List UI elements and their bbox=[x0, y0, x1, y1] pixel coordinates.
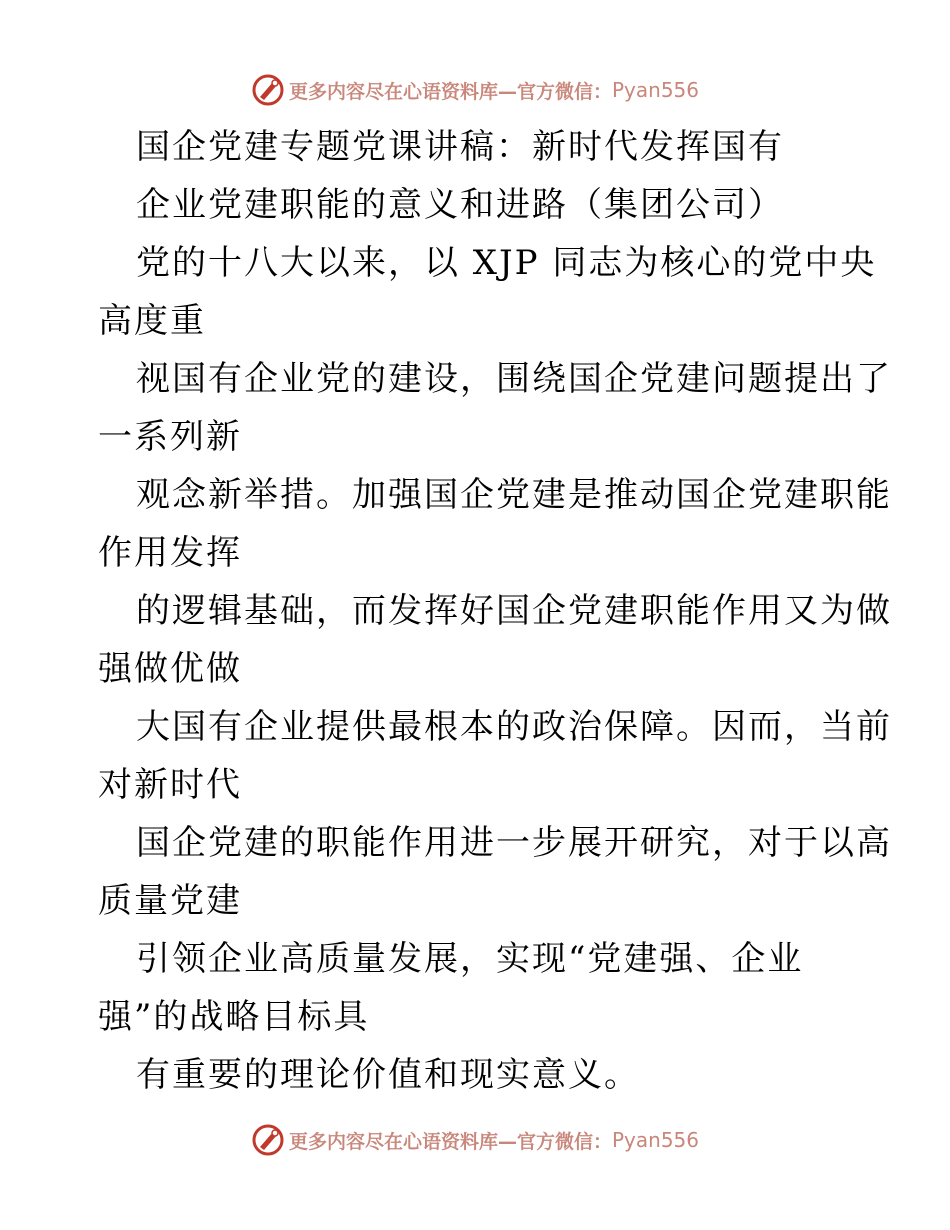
text-line: 强做优做 bbox=[98, 649, 242, 689]
text-line: 大国有企业提供最根本的政治保障。因而，当前 bbox=[136, 707, 892, 747]
text-line: 高度重 bbox=[98, 301, 206, 341]
banner-text: 更多内容尽在心语资料库—官方微信： bbox=[288, 1130, 612, 1153]
logo-icon bbox=[251, 1123, 285, 1157]
text-line: 视国有企业党的建设，围绕国企党建问题提出了 bbox=[136, 359, 892, 399]
banner-text: 更多内容尽在心语资料库—官方微信： bbox=[288, 80, 612, 103]
text-line: 对新时代 bbox=[98, 765, 242, 805]
text-line: 有重要的理论价值和现实意义。 bbox=[136, 1055, 640, 1095]
text-line: 国企党建专题党课讲稿：新时代发挥国有 bbox=[136, 127, 784, 167]
text-line: 强”的战略目标具 bbox=[98, 997, 370, 1037]
wechat-id: Pyan556 bbox=[612, 78, 700, 102]
text-line: 引领企业高质量发展，实现“党建强、企业 bbox=[136, 939, 804, 979]
header-banner bbox=[0, 70, 950, 110]
text-line: 国企党建的职能作用进一步展开研究，对于以高 bbox=[136, 823, 892, 863]
text-line: 的逻辑基础，而发挥好国企党建职能作用又为做 bbox=[136, 591, 892, 631]
text-line: 质量党建 bbox=[98, 881, 242, 921]
document-body bbox=[98, 118, 892, 1104]
wechat-id: Pyan556 bbox=[612, 1128, 700, 1152]
text-line: 企业党建职能的意义和进路（集团公司） bbox=[136, 185, 784, 225]
footer-banner bbox=[0, 1120, 950, 1160]
logo-icon bbox=[251, 73, 285, 107]
text-line: 观念新举措。加强国企党建是推动国企党建职能 bbox=[136, 475, 892, 515]
text-line: 党的十八大以来，以 XJP 同志为核心的党中央 bbox=[136, 243, 877, 283]
text-line: 一系列新 bbox=[98, 417, 242, 457]
text-line: 作用发挥 bbox=[98, 533, 242, 573]
